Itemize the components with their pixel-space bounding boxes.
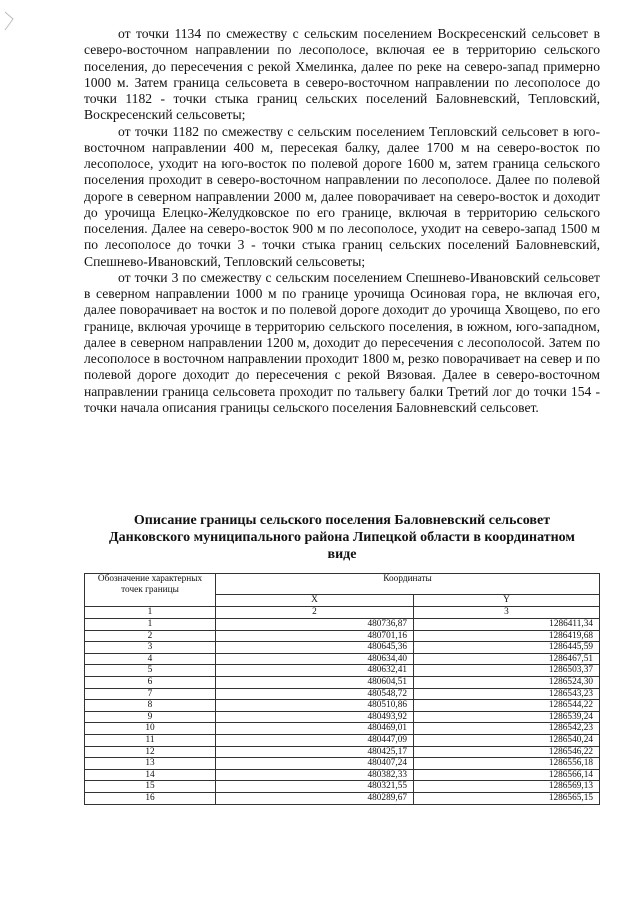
point-number: 15 <box>85 781 216 793</box>
table-row <box>85 792 600 804</box>
table-row <box>85 711 600 723</box>
table-row <box>85 746 600 758</box>
x-coordinate: 480289,67 <box>216 792 414 804</box>
y-coordinate: 1286546,22 <box>414 746 600 758</box>
boundary-description <box>84 26 600 416</box>
x-coordinate: 480548,72 <box>216 688 414 700</box>
table-row <box>85 769 600 781</box>
point-number: 7 <box>85 688 216 700</box>
table-row <box>85 619 600 631</box>
coordinates-table <box>84 573 600 805</box>
table-row <box>85 723 600 735</box>
y-coordinate: 1286565,15 <box>414 792 600 804</box>
table-header-row <box>85 574 600 595</box>
x-coordinate: 480447,09 <box>216 734 414 746</box>
paragraph-2: от точки 1182 по смежеству с сельским поселением Тепловский сельсовет в юго-восточном направлении 400 м, пересекая балку, далее 1700 м на северо-восток по лесополосе, уходит на юго-восток по полевой дороге 1600 м, затем граница сельского поселения проходит в северо-восточном направлении по лесополосе. Далее по полевой дороге в северном направлении 2000 м, далее поворачивает на северо-восток и доходит до урочища Елецко-Желудковское по его границе, включая в территорию сельского поселения. Далее на северо-восток 900 м по лесополосе, уходит на северо-запад 1500 м по лесополосе до точки 3 - точки стыка границ сельских поселений Баловневский, Спешнево-Ивановский, Тепловский сельсоветы; <box>84 123 600 269</box>
y-coordinate: 1286445,59 <box>414 642 600 654</box>
point-number: 5 <box>85 665 216 677</box>
point-number: 10 <box>85 723 216 735</box>
scan-mark <box>2 10 16 32</box>
x-coordinate: 480407,24 <box>216 758 414 770</box>
y-coordinate: 1286411,34 <box>414 619 600 631</box>
x-coordinate: 480604,51 <box>216 676 414 688</box>
y-coordinate: 1286566,14 <box>414 769 600 781</box>
table-row <box>85 688 600 700</box>
y-coordinate: 1286544,22 <box>414 700 600 712</box>
table-row <box>85 676 600 688</box>
point-number: 6 <box>85 676 216 688</box>
point-number: 11 <box>85 734 216 746</box>
table-row <box>85 758 600 770</box>
x-coordinate: 480382,33 <box>216 769 414 781</box>
point-number: 13 <box>85 758 216 770</box>
table-row <box>85 734 600 746</box>
column-number-3: 3 <box>414 607 600 619</box>
table-row <box>85 781 600 793</box>
y-coordinate: 1286542,23 <box>414 723 600 735</box>
x-coordinate: 480469,01 <box>216 723 414 735</box>
x-coordinate: 480634,40 <box>216 653 414 665</box>
y-coordinate: 1286419,68 <box>414 630 600 642</box>
point-label-header: Обозначение характерных точек границы <box>85 574 216 607</box>
x-coordinate: 480701,16 <box>216 630 414 642</box>
heading-line-3: виде <box>327 547 357 562</box>
coordinates-header: Координаты <box>216 574 600 595</box>
point-number: 1 <box>85 619 216 631</box>
x-coordinate: 480632,41 <box>216 665 414 677</box>
y-coordinate: 1286539,24 <box>414 711 600 723</box>
table-row <box>85 642 600 654</box>
x-coordinate: 480321,55 <box>216 781 414 793</box>
y-coordinate: 1286569,13 <box>414 781 600 793</box>
x-coordinate: 480645,36 <box>216 642 414 654</box>
table-column-number-row <box>85 607 600 619</box>
point-number: 8 <box>85 700 216 712</box>
coordinates-body <box>85 619 600 805</box>
table-row <box>85 653 600 665</box>
x-coordinate: 480736,87 <box>216 619 414 631</box>
y-header: Y <box>414 595 600 607</box>
x-coordinate: 480493,92 <box>216 711 414 723</box>
x-coordinate: 480510,86 <box>216 700 414 712</box>
x-coordinate: 480425,17 <box>216 746 414 758</box>
y-coordinate: 1286503,37 <box>414 665 600 677</box>
y-coordinate: 1286543,23 <box>414 688 600 700</box>
point-number: 2 <box>85 630 216 642</box>
column-number-2: 2 <box>216 607 414 619</box>
table-row <box>85 630 600 642</box>
x-header: X <box>216 595 414 607</box>
paragraph-3: от точки 3 по смежеству с сельским поселением Спешнево-Ивановский сельсовет в северном направлении 1000 м по границе урочища Осиновая гора, не включая его, далее поворачивает на восток и по полевой дороге доходит до урочища Хвощево, по его границе, включая урочище в территорию сельского поселения, в южном, юго-западном, далее в северном направлении 1200 м, доходит до пересечения с лесополосой. Затем по лесополосе в восточном направлении проходит 1800 м, резко поворачивает на север и по полевой дороге доходит до пересечения с рекой Вязовая. Далее в северо-восточном направлении граница сельсовета проходит по тальвегу балки Третий лог до точки 154 - точки начала описания границы сельского поселения Баловневский сельсовет. <box>84 269 600 415</box>
section-heading <box>84 512 600 563</box>
table-row <box>85 665 600 677</box>
heading-line-1: Описание границы сельского поселения Баловневский сельсовет <box>133 513 551 528</box>
table-row <box>85 700 600 712</box>
heading-line-2: Данковского муниципального района Липецкой области в координатном <box>109 530 575 545</box>
point-number: 3 <box>85 642 216 654</box>
paragraph-1: от точки 1134 по смежеству с сельским поселением Воскресенский сельсовет в северо-восточном направлении по лесополосе, включая ее в территорию сельского поселения, до пересечения с рекой Хмелинка, далее по реке на северо-запад примерно 1000 м. Затем граница сельсовета в северо-восточном направлении по лесополосе до точки 1182 - точки стыка границ сельских поселений Баловневский, Тепловский, Воскресенский сельсоветы; <box>84 26 600 123</box>
column-number-1: 1 <box>85 607 216 619</box>
y-coordinate: 1286467,51 <box>414 653 600 665</box>
point-number: 16 <box>85 792 216 804</box>
point-number: 4 <box>85 653 216 665</box>
y-coordinate: 1286556,18 <box>414 758 600 770</box>
point-number: 14 <box>85 769 216 781</box>
y-coordinate: 1286540,24 <box>414 734 600 746</box>
point-number: 9 <box>85 711 216 723</box>
y-coordinate: 1286524,30 <box>414 676 600 688</box>
point-number: 12 <box>85 746 216 758</box>
